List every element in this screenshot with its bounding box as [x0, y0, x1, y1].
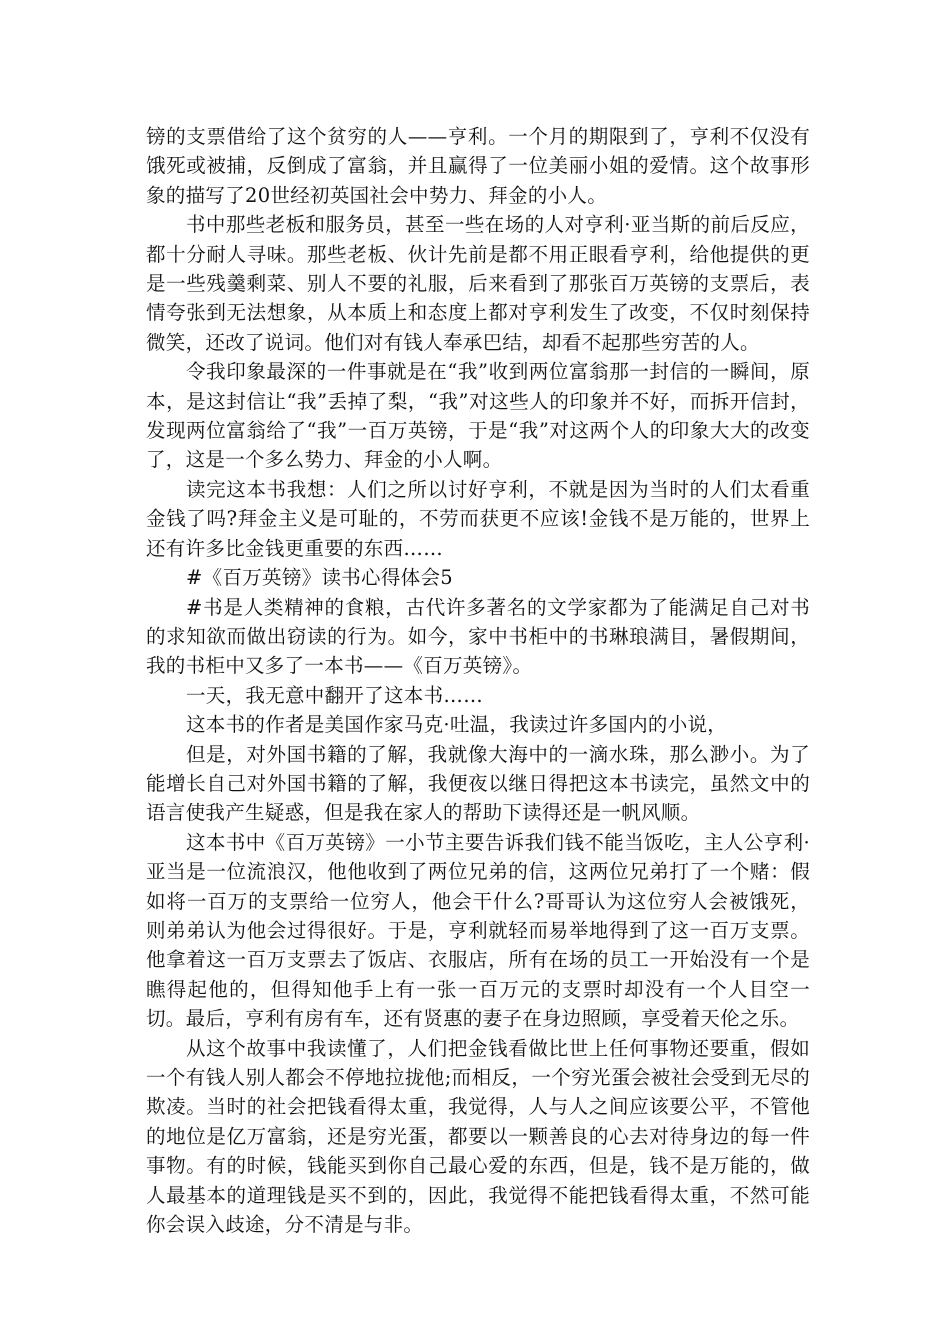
- paragraph-8: 但是，对外国书籍的了解，我就像大海中的一滴水珠，那么渺小。为了能增长自己对外国书籍的了解，我便夜以继日得把这本书读完，虽然文中的语言使我产生疑惑，但是我在家人的帮助下读得还是一帆风顺。: [146, 742, 810, 825]
- paragraph-10: 从这个故事中我读懂了，人们把金钱看做比世上任何事物还要重，假如一个有钱人别人都会不停地拉拢他;而相反，一个穷光蛋会被社会受到无尽的欺凌。当时的社会把钱看得太重，我觉得，人与人之间应该要公平，不管他的地位是亿万富翁，还是穷光蛋，都要以一颗善良的心去对待身边的每一件事物。有的时候，钱能买到你自己最心爱的东西，但是，钱不是万能的，做人最基本的道理钱是买不到的，因此，我觉得不能把钱看得太重，不然可能你会误入歧途，分不清是与非。: [146, 1036, 810, 1237]
- section-heading: #《百万英镑》读书心得体会5: [186, 566, 453, 590]
- paragraph-7: 这本书的作者是美国作家马克·吐温，我读过许多国内的小说，: [186, 713, 728, 737]
- paragraph-1: 镑的支票借给了这个贫穷的人——亨利。一个月的期限到了，亨利不仅没有饿死或被捕，反倒成了富翁，并且赢得了一位美丽小姐的爱情。这个故事形象的描写了20世经初英国社会中势力、拜金的小人。: [146, 125, 810, 207]
- document-body: [146, 122, 810, 1239]
- paragraph-4: 读完这本书我想：人们之所以讨好亨利，不就是因为当时的人们太看重金钱了吗?拜金主义是可耻的，不劳而获更不应该!金钱不是万能的，世界上还有许多比金钱更重要的东西……: [146, 477, 810, 560]
- paragraph-2: 书中那些老板和服务员，甚至一些在场的人对亨利·亚当斯的前后反应，都十分耐人寻味。那些老板、伙计先前是都不用正眼看亨利，给他提供的更是一些残羹剩菜、别人不要的礼服，后来看到了那张百万英镑的支票后，表情夸张到无法想象，从本质上和态度上都对亨利发生了改变，不仅时刻保持微笑，还改了说词。他们对有钱人奉承巴结，却看不起那些穷苦的人。: [146, 213, 810, 354]
- paragraph-9: 这本书中《百万英镑》一小节主要告诉我们钱不能当饭吃，主人公亨利·亚当是一位流浪汉，他他收到了两位兄弟的信，这两位兄弟打了一个赌：假如将一百万的支票给一位穷人，他会干什么?哥哥认为这位穷人会被饿死，则弟弟认为他会过得很好。于是，亨利就轻而易举地得到了这一百万支票。他拿着这一百万支票去了饭店、衣服店，所有在场的员工一开始没有一个是瞧得起他的，但得知他手上有一张一百万元的支票时却没有一个人目空一切。最后，亨利有房有车，还有贤惠的妻子在身边照顾，享受着天伦之乐。: [146, 830, 810, 1031]
- paragraph-6: 一天，我无意中翻开了这本书……: [186, 683, 483, 707]
- paragraph-3: 令我印象最深的一件事就是在“我”收到两位富翁那一封信的一瞬间，原本，是这封信让“我”丢掉了梨，“我”对这些人的印象并不好，而拆开信封，发现两位富翁给了“我”一百万英镑，于是“我”对这两个人的印象大大的改变了，这是一个多么势力、拜金的小人啊。: [146, 360, 810, 472]
- paragraph-5: #书是人类精神的食粮，古代许多著名的文学家都为了能满足自己对书的求知欲而做出窃读的行为。如今，家中书柜中的书琳琅满目，暑假期间，我的书柜中又多了一本书——《百万英镑》。: [146, 595, 810, 678]
